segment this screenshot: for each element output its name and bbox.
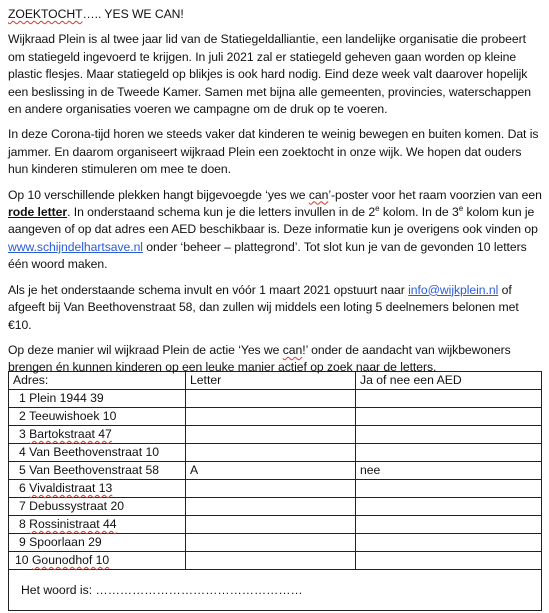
row-number: 6 — [19, 481, 26, 495]
paragraph-text: of afgeeft bij Van Beethovenstraat 58, dan zullen wij middels een loting 5 deelnemers belonen met €10. — [8, 282, 519, 332]
header-letter: Letter — [186, 372, 356, 390]
email-link[interactable]: info@wijkplein.nl — [408, 282, 499, 297]
address-cell — [9, 516, 186, 534]
row-number: 9 — [19, 535, 26, 549]
paragraph-corona: In deze Corona-tijd horen we steeds vaker dat kinderen te weinig bewegen en buiten komen. Dat is jammer. En daarom organiseert wijkraad Plein een zoektocht in onze wijk. We hopen dat ouders hun kinderen stimuleren om mee te doen. — [8, 127, 539, 177]
address-text: Teeuwishoek 10 — [28, 409, 117, 423]
letter-cell[interactable] — [186, 480, 356, 498]
superscript: e — [458, 204, 464, 213]
aed-cell[interactable] — [356, 534, 542, 552]
superscript: e — [375, 204, 380, 213]
paragraph-text: . In onderstaand schema kun je die letters invullen in de 2 — [67, 205, 376, 220]
address-cell — [9, 426, 186, 444]
letter-cell[interactable] — [186, 516, 356, 534]
can-word: can — [308, 187, 329, 202]
aed-cell[interactable] — [356, 444, 542, 462]
row-number: 4 — [19, 445, 26, 459]
table-row — [9, 480, 542, 498]
row-number: 3 — [19, 427, 26, 441]
letter-cell[interactable] — [186, 408, 356, 426]
address-text: Plein 1944 39 — [29, 391, 104, 405]
row-number: 7 — [19, 499, 26, 513]
rode-letter-emphasis: rode letter — [8, 205, 68, 220]
address-text: Bartokstraat 47 — [29, 427, 112, 441]
table-header-row — [9, 372, 542, 390]
aed-cell[interactable] — [356, 408, 542, 426]
table-row — [9, 516, 542, 534]
title-rest: ….. YES WE CAN! — [82, 7, 184, 21]
aed-cell[interactable] — [356, 516, 542, 534]
row-number: 8 — [19, 517, 26, 531]
letter-cell[interactable] — [186, 552, 356, 570]
woord-field[interactable]: Het woord is: …………………………………………… — [9, 570, 542, 611]
document-body — [8, 6, 542, 385]
paragraph-submission — [8, 282, 542, 334]
address-cell — [9, 408, 186, 426]
paragraph-text: Op 10 verschillende plekken hangt bijgevoegde ‘yes we — [8, 187, 309, 202]
table-row — [9, 534, 542, 552]
table-row — [9, 390, 542, 408]
aed-cell[interactable] — [356, 480, 542, 498]
address-text: Rossinistraat 44 — [29, 517, 117, 531]
address-cell — [9, 552, 186, 570]
row-number: 2 — [19, 409, 26, 423]
address-cell — [9, 390, 186, 408]
address-text: Debussystraat 20 — [29, 499, 125, 513]
address-text: Van Beethovenstraat 10 — [29, 445, 160, 459]
paragraph-text: !’ onder de aandacht van wijkbewoners brengen én kunnen kinderen op een leuke manier actief op zoek naar de letters. — [8, 342, 511, 375]
letter-cell[interactable] — [186, 390, 356, 408]
address-table — [8, 371, 542, 611]
aed-cell[interactable] — [356, 552, 542, 570]
letter-cell[interactable]: A — [186, 462, 356, 480]
address-text: Vivaldistraat 13 — [29, 481, 113, 495]
paragraph-text: Op deze manier wil wijkraad Plein de actie ‘Yes we — [8, 342, 283, 357]
address-cell — [9, 462, 186, 480]
paragraph-text: ’-poster voor het raam voorzien van een — [328, 187, 542, 202]
table-row — [9, 498, 542, 516]
table-row — [9, 426, 542, 444]
row-number: 1 — [19, 391, 26, 405]
aed-cell[interactable] — [356, 426, 542, 444]
website-link[interactable]: www.schijndelhartsave.nl — [8, 239, 143, 254]
paragraph-text: onder ‘beheer – plattegrond’. Tot slot kun je van de gevonden 10 letters één woord maken. — [8, 239, 527, 272]
table-row — [9, 552, 542, 570]
header-adres: Adres: — [9, 372, 186, 390]
table-row — [9, 444, 542, 462]
paragraph-text: Als je het onderstaande schema invult en vóór 1 maart 2021 opstuurt naar — [8, 282, 409, 297]
paragraph-instructions — [8, 187, 542, 274]
document-title — [8, 6, 542, 23]
letter-cell[interactable] — [186, 498, 356, 516]
table-row — [9, 462, 542, 480]
header-aed: Ja of nee een AED — [356, 372, 542, 390]
can-word: can — [282, 342, 303, 357]
address-text: Spoorlaan 29 — [29, 535, 102, 549]
paragraph-text: kolom. In de 3 — [379, 205, 459, 220]
paragraph-text: kolom kun je aangeven of op dat adres een AED beschikbaar is. Deze informatie kun je overigens ook vinden op — [8, 205, 538, 237]
letter-cell[interactable] — [186, 534, 356, 552]
row-number: 10 — [15, 553, 29, 567]
address-cell — [9, 534, 186, 552]
aed-cell[interactable]: nee — [356, 462, 542, 480]
address-cell — [9, 480, 186, 498]
letter-cell[interactable] — [186, 444, 356, 462]
aed-cell[interactable] — [356, 390, 542, 408]
address-cell — [9, 498, 186, 516]
address-text: Van Beethovenstraat 58 — [29, 463, 160, 477]
aed-cell[interactable] — [356, 498, 542, 516]
woord-row — [9, 570, 542, 611]
table-row — [9, 408, 542, 426]
row-number: 5 — [19, 463, 26, 477]
address-cell — [9, 444, 186, 462]
paragraph-statiegeld: Wijkraad Plein is al twee jaar lid van de Statiegeldalliantie, een landelijke organisatie die probeert om statiegeld ingevoerd te krijgen. In juli 2021 zal er statiegeld geheven gaan worden op kleine plastic flesjes. Maar statiegeld op blikjes is ook hard nodig. Eind deze week valt daarover hopelijk een beslissing in de Tweede Kamer. Samen met bijna alle gemeenten, provincies, waterschappen en andere organisaties voeren we campagne om de druk op te voeren. — [8, 32, 531, 117]
address-text: Gounodhof 10 — [31, 553, 110, 567]
letter-cell[interactable] — [186, 426, 356, 444]
title-prefix: ZOEKTOCHT — [8, 7, 83, 21]
